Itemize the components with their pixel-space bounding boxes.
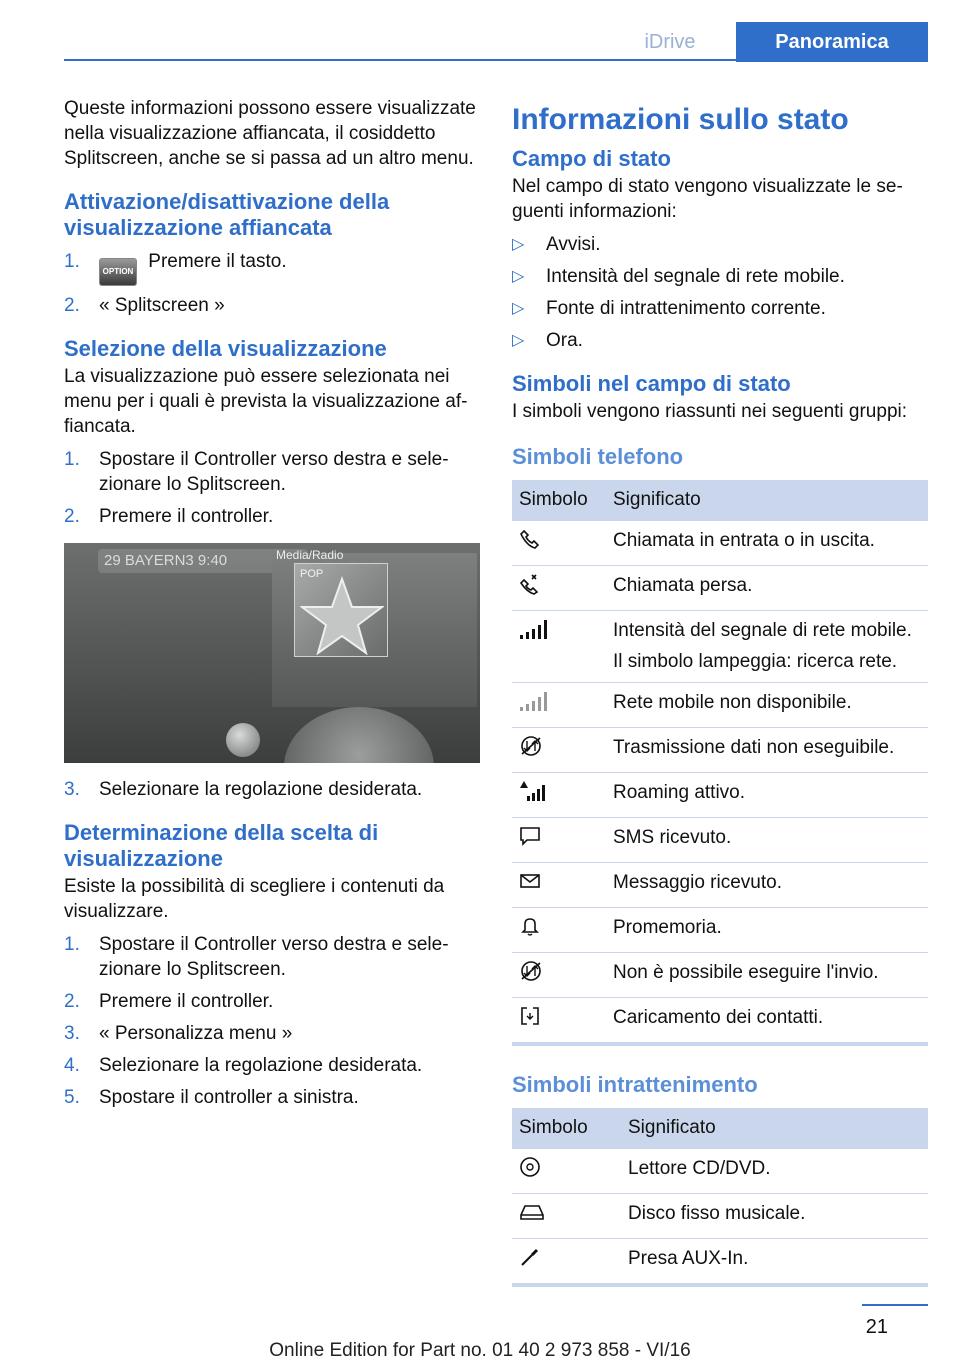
triangle-bullet-icon: ▷ [512,268,525,285]
step-number: 2. [64,506,80,527]
data-blocked-icon [519,735,543,757]
heading-selection: Selezione della visualizzazione [64,336,387,361]
heading-determination: Determinazione della scelta di visualizzazione [64,820,379,871]
table-row [512,998,928,1045]
selection-paragraph: La visualizzazione può essere selezionata nei menu per i quali è prevista la visualizzazione affiancata. [64,366,468,437]
cd-icon [519,1156,541,1178]
triangle-bullet-icon: ▷ [512,236,525,253]
list-text: Avvisi. [546,234,601,255]
step-text: Premere il tasto. [148,251,287,272]
row-text: Caricamento dei contatti. [613,1007,824,1028]
missed-call-icon [519,573,541,595]
dial [284,707,434,763]
star-icon [300,575,384,655]
list-text: Fonte di intrattenimento corrente. [546,298,826,319]
aux-plug-icon [519,1246,541,1268]
list-item [512,328,928,353]
list-item [512,264,928,289]
phone-symbols-table [512,480,928,1046]
table-row [512,953,928,998]
list-item [64,777,482,802]
table-row [512,521,928,566]
step-text: Premere il controller. [99,506,274,527]
field-list [512,232,928,353]
row-text: Chiamata persa. [613,575,753,596]
hard-disk-icon [519,1201,545,1223]
header-section: iDrive [644,30,696,53]
selection-steps-cont [64,777,482,802]
list-item [64,249,482,286]
table-row [512,818,928,863]
step-text: Selezionare la regolazione desiderata. [99,1055,423,1076]
activation-steps [64,249,482,318]
table-row [512,1149,928,1194]
sms-icon [519,825,541,847]
triangle-bullet-icon: ▷ [512,300,525,317]
step-number: 1. [64,934,80,955]
row-text: Messaggio ricevuto. [613,872,782,893]
heading-status: Informazioni sullo stato [512,103,849,136]
contacts-loading-icon [519,1005,541,1027]
row-text: Lettore CD/DVD. [628,1158,771,1179]
cover-label: POP [300,568,324,580]
row-text: SMS ricevuto. [613,827,732,848]
step-number: 5. [64,1087,80,1108]
list-item [64,1021,482,1046]
step-number: 1. [64,449,80,470]
heading-status-field: Campo di stato [512,146,671,171]
column-header-meaning: Significato [621,1108,928,1149]
step-number: 2. [64,991,80,1012]
row-text: Chiamata in entrata o in uscita. [613,530,875,551]
no-network-icon [519,690,549,712]
row-text: Rete mobile non disponibile. [613,692,852,713]
station-readout: 29 BAYERN3 9:40 [104,552,228,569]
list-item [64,932,482,982]
intro-paragraph: Queste informazioni possono essere visualizzate nella visualizzazione affiancata, il cosiddetto Splitscreen, anche se si passa ad un altro menu. [64,98,476,169]
roaming-icon [519,780,549,802]
heading-phone-symbols: Simboli telefono [512,444,684,469]
signal-strength-icon [519,618,549,640]
list-item [64,293,482,318]
row-text: Disco fisso musicale. [628,1203,806,1224]
splitscreen-photo [64,543,480,763]
step-text: « Splitscreen » [99,295,225,316]
step-text: Spostare il Controller verso destra e selezionare lo Splitscreen. [99,449,449,495]
table-row [512,611,928,683]
splitscreen-title: Media/Radio [276,548,344,562]
entertainment-symbols-table [512,1108,928,1287]
heading-entertainment-symbols: Simboli intrattenimento [512,1072,758,1097]
field-paragraph: Nel campo di stato vengono visualizzate le seguenti informazioni: [512,176,903,222]
phone-icon [519,528,541,550]
controller-knob [226,723,260,757]
footer-rule [862,1304,928,1306]
table-row [512,863,928,908]
row-text: Intensità del segnale di rete mobile. [613,620,912,641]
row-text: Promemoria. [613,917,722,938]
heading-symbols: Simboli nel campo di stato [512,371,791,396]
bell-icon [519,915,541,937]
list-item [512,232,928,257]
header-rule [64,59,928,61]
step-text: Premere il controller. [99,991,274,1012]
step-number: 3. [64,779,80,800]
row-text: Non è possibile eseguire l'invio. [613,962,879,983]
table-row [512,1239,928,1286]
step-number: 2. [64,295,80,316]
list-text: Ora. [546,330,583,351]
step-number: 4. [64,1055,80,1076]
step-number: 3. [64,1023,80,1044]
row-note: Il simbolo lampeggia: ricerca rete. [613,651,898,672]
step-text: Spostare il controller a sinistra. [99,1087,359,1108]
list-text: Intensità del segnale di rete mobile. [546,266,845,287]
symbols-paragraph: I simboli vengono riassunti nei seguenti gruppi: [512,401,908,422]
column-header-meaning: Significato [606,480,928,521]
list-item [64,504,482,529]
heading-activation: Attivazione/disattivazione della visualizzazione affiancata [64,189,390,240]
step-text: Selezionare la regolazione desiderata. [99,779,423,800]
table-row [512,1194,928,1239]
header-chapter: Panoramica [736,22,928,62]
row-text: Trasmissione dati non eseguibile. [613,737,895,758]
table-row [512,683,928,728]
list-item [64,1053,482,1078]
footer-edition: Online Edition for Part no. 01 40 2 973 858 - VI/16 [269,1340,691,1361]
page-number: 21 [865,1316,888,1338]
table-row [512,908,928,953]
column-header-symbol: Simbolo [512,1108,621,1149]
list-item [64,1085,482,1110]
step-number: 1. [64,251,80,272]
list-item [64,447,482,497]
envelope-icon [519,870,541,892]
step-text: « Personalizza menu » [99,1023,293,1044]
step-text: Spostare il Controller verso destra e selezionare lo Splitscreen. [99,934,449,980]
table-row [512,566,928,611]
send-failed-icon [519,960,543,982]
right-column [512,96,928,1287]
row-text: Roaming attivo. [613,782,746,803]
option-button-icon: OPTION [99,258,137,286]
determination-paragraph: Esiste la possibilità di scegliere i contenuti da visualizzare. [64,876,445,922]
determination-steps [64,932,482,1110]
row-text: Presa AUX-In. [628,1248,749,1269]
table-row [512,773,928,818]
list-item [512,296,928,321]
selection-steps [64,447,482,529]
table-row [512,728,928,773]
list-item [64,989,482,1014]
left-column [64,96,482,1117]
triangle-bullet-icon: ▷ [512,332,525,349]
column-header-symbol: Simbolo [512,480,606,521]
